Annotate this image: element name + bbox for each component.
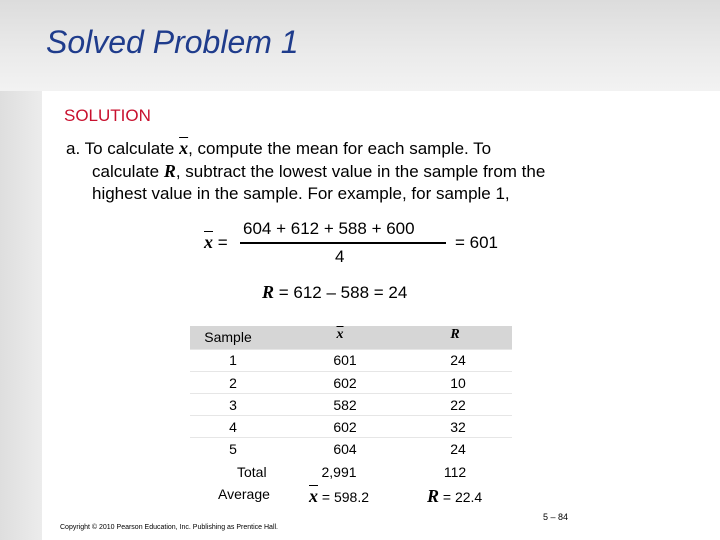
total-label: Total — [237, 464, 267, 480]
average-r: R = 22.4 — [427, 486, 483, 506]
table-cell-xbar: 602 — [333, 375, 357, 391]
x-bar-symbol: $\overline{x}$ — [179, 138, 189, 158]
solution-label: SOLUTION — [64, 106, 151, 125]
table-header-r: R — [450, 327, 460, 342]
table-cell-xbar: 601 — [333, 352, 357, 368]
table-header-sample: Sample — [204, 329, 252, 345]
range-formula: R = 612 – 588 = 24 — [262, 282, 408, 302]
paragraph-line-1: a. To calculate $\overline{x}$, compute the mean for each sample. To — [66, 138, 492, 158]
total-xbar: 2,991 — [321, 464, 357, 480]
copyright-footer: Copyright © 2010 Pearson Education, Inc. Publishing as Prentice Hall. — [60, 524, 279, 531]
total-r: 112 — [443, 464, 467, 480]
paragraph-line-2: calculate R, subtract the lowest value in the sample from the — [92, 161, 546, 181]
formula-denominator: 4 — [335, 247, 345, 266]
table-cell-sample: 1 — [229, 352, 237, 368]
table-cell-xbar: 604 — [333, 441, 357, 457]
table-cell-r: 24 — [450, 352, 466, 368]
table-cell-sample: 4 — [229, 419, 237, 435]
table-cell-sample: 3 — [229, 397, 237, 413]
page-number: 5 – 84 — [543, 512, 569, 522]
r-symbol: R — [163, 161, 176, 181]
x-bar-symbol: $\overline{x}$ — [204, 232, 213, 252]
left-band — [0, 91, 42, 540]
table-cell-r: 10 — [450, 375, 466, 391]
table-cell-sample: 2 — [229, 375, 237, 391]
r-symbol: R — [427, 486, 440, 506]
fraction-bar — [240, 242, 446, 244]
table-cell-r: 32 — [450, 419, 466, 435]
slide-title: Solved Problem 1 — [46, 24, 299, 60]
table-cell-sample: 5 — [229, 441, 237, 457]
average-xbar: $\overline{x} = 598.2$ — [309, 486, 369, 506]
paragraph-line-3: highest value in the sample. For example, for sample 1, — [92, 184, 510, 203]
solution-paragraph — [66, 137, 666, 205]
table-cell-xbar: 582 — [333, 397, 357, 413]
r-symbol: R — [262, 282, 275, 302]
x-bar-symbol: $\overline{x}$ — [309, 486, 318, 506]
formula-result: = 601 — [455, 233, 499, 252]
table-cell-r: 24 — [450, 441, 466, 457]
table-cell-r: 22 — [450, 397, 466, 413]
average-label: Average — [218, 486, 270, 502]
formula-numerator: 604 + 612 + 588 + 600 — [243, 219, 415, 238]
table-cell-xbar: 602 — [333, 419, 357, 435]
table-header-xbar: $\overline{x}$ — [336, 327, 344, 342]
formula-lhs: $\overline{x}$ = — [204, 232, 228, 252]
